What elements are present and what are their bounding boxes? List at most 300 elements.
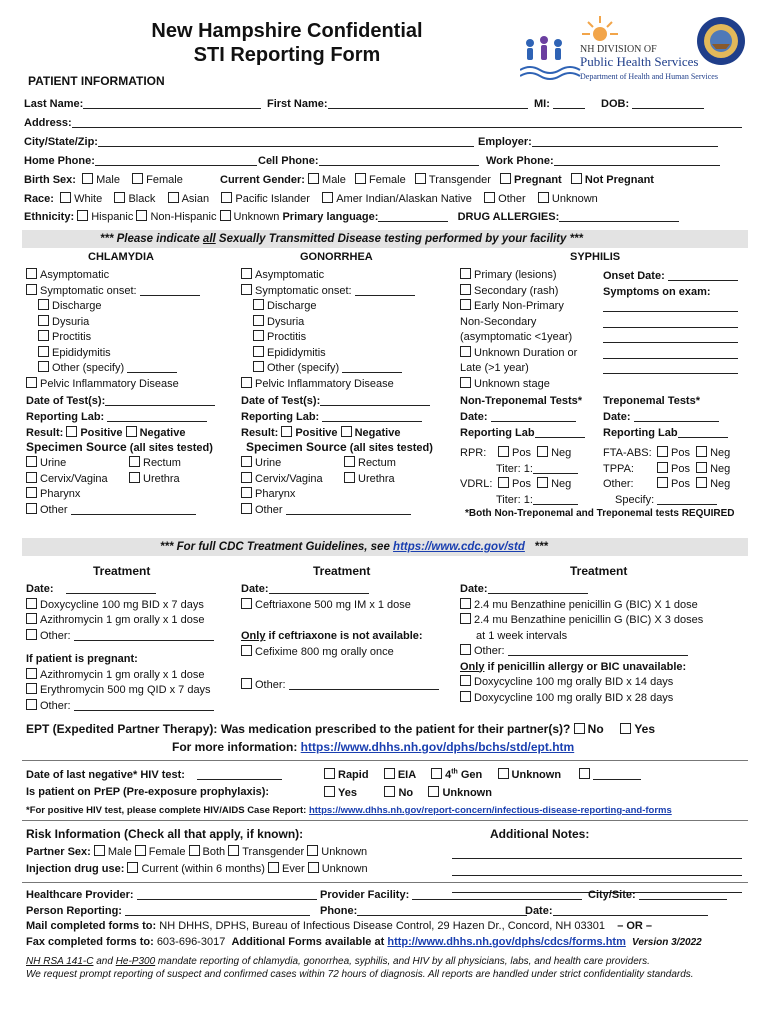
gc-positive-label: Positive — [295, 427, 338, 439]
prep-label: Is patient on PrEP (Pre-exposure prophylaxis): — [26, 786, 270, 798]
ct-result-label: Result: — [26, 427, 64, 439]
trep-other-label: Other: — [603, 478, 634, 490]
syph-tx-other-checkbox[interactable] — [460, 644, 471, 655]
injection-unknown-checkbox[interactable] — [308, 862, 319, 873]
syph-unknown-stage-checkbox[interactable] — [460, 377, 471, 388]
gonorrhea-symptoms — [241, 268, 415, 392]
hiv-4th-sup: th — [451, 768, 458, 776]
tppa-neg-label: Neg — [710, 462, 731, 475]
chlamydia-results — [26, 393, 215, 441]
gc-symptomatic-checkbox[interactable] — [241, 284, 252, 295]
mail-label: Mail completed forms to: — [26, 920, 157, 932]
ct-discharge-checkbox[interactable] — [38, 299, 49, 310]
fta-label: FTA-ABS: — [603, 447, 652, 459]
treatment-band-end: *** — [534, 541, 548, 553]
divider — [22, 760, 748, 761]
gender-male-label: Male — [322, 174, 346, 186]
injection-unknown-label: Unknown — [321, 863, 368, 875]
employer-label: Employer: — [478, 136, 532, 148]
syph-secondary-checkbox[interactable] — [460, 284, 471, 295]
gc-urine-label: Urine — [255, 457, 282, 469]
gc-tx-date-field[interactable] — [269, 582, 369, 594]
fax-number: 603-696-3017 — [156, 936, 226, 948]
gc-negative-checkbox[interactable] — [341, 426, 352, 437]
divider — [22, 820, 748, 821]
syph-onset-field[interactable] — [668, 269, 738, 281]
injection-ever-label: Ever — [282, 863, 305, 875]
gc-epididymitis-checkbox[interactable] — [253, 346, 264, 357]
provider-field[interactable] — [26, 888, 317, 901]
syph-doxy14-checkbox[interactable] — [460, 675, 471, 686]
drug-allergies-field[interactable] — [559, 210, 679, 222]
vdrl-neg-checkbox[interactable] — [537, 477, 548, 488]
hiv-eia-checkbox[interactable] — [384, 768, 395, 779]
cell-phone-field[interactable] — [258, 154, 479, 167]
ct-negative-checkbox[interactable] — [126, 426, 137, 437]
syph-early-label: Early Non-Primary — [474, 300, 564, 312]
ct-lab-field[interactable] — [107, 410, 207, 422]
gc-urine-checkbox[interactable] — [241, 456, 252, 467]
race-black-checkbox[interactable] — [114, 192, 125, 203]
ept-question-row — [26, 722, 655, 736]
trep-specify-field[interactable] — [657, 493, 717, 505]
syph-unknown-duration-checkbox[interactable] — [460, 346, 471, 357]
gc-pid-checkbox[interactable] — [241, 377, 252, 388]
gc-date-field[interactable] — [320, 394, 430, 406]
injection-label: Injection drug use: — [26, 863, 125, 875]
gc-pharynx-checkbox[interactable] — [241, 487, 252, 498]
partner-male-checkbox[interactable] — [94, 845, 105, 856]
birth-sex-label: Birth Sex: — [24, 174, 76, 186]
hiv-positive-note — [26, 805, 672, 816]
facility-field[interactable] — [320, 888, 582, 901]
fax-row — [26, 936, 702, 948]
prep-unknown-label: Unknown — [442, 787, 492, 799]
mi-field[interactable] — [534, 97, 585, 110]
rpr-pos-checkbox[interactable] — [498, 446, 509, 457]
if-pregnant-label: If patient is pregnant: — [26, 653, 138, 665]
ct-other-checkbox[interactable] — [38, 361, 49, 372]
injection-current-label: Current (within 6 months) — [141, 863, 265, 875]
syph-doxy28-label: Doxycycline 100 mg orally BID x 28 days — [474, 691, 674, 704]
ct-preg-azith-checkbox[interactable] — [26, 668, 37, 679]
work-phone-field[interactable] — [486, 154, 720, 167]
birth-sex-male-label: Male — [96, 174, 120, 186]
hiv-eia-label: EIA — [397, 769, 416, 781]
gc-all-sites-label: (all sites tested) — [346, 442, 433, 454]
phone-label: Phone: — [320, 905, 358, 917]
address-field[interactable] — [24, 116, 742, 129]
hiv-4th-num: 4 — [445, 769, 452, 781]
testing-band-post: Sexually Transmitted Disease testing performed by your facility *** — [215, 233, 583, 245]
pregnant-label: Pregnant — [514, 174, 562, 186]
home-phone-field[interactable] — [24, 154, 257, 167]
partner-female-label: Female — [148, 846, 186, 858]
ct-symptomatic-label: Symptomatic onset: — [40, 284, 137, 297]
vdrl-titer-label: Titer: 1: — [496, 493, 533, 506]
ct-negative-label: Negative — [139, 427, 186, 439]
gc-specimen-heading — [246, 440, 433, 454]
ct-positive-checkbox[interactable] — [66, 426, 77, 437]
ct-tx-other-checkbox[interactable] — [26, 629, 37, 640]
gender-female-checkbox[interactable] — [355, 173, 366, 184]
trep-other-pos-label: Pos — [671, 478, 690, 490]
ct-urine-checkbox[interactable] — [26, 456, 37, 467]
ct-tx-date-label: Date: — [26, 583, 54, 595]
syph-trep — [603, 393, 728, 441]
current-gender-row — [220, 173, 654, 186]
ct-pharynx-checkbox[interactable] — [26, 487, 37, 498]
syph-tx-other-label: Other: — [474, 645, 505, 657]
ct-preg-erythro-checkbox[interactable] — [26, 683, 37, 694]
ct-preg-other-label: Other: — [40, 699, 71, 712]
cell-phone-label: Cell Phone: — [258, 155, 319, 167]
syph-symptoms-label: Symptoms on exam: — [603, 286, 711, 298]
gc-lab-field[interactable] — [322, 410, 422, 422]
ethnicity-label: Ethnicity: — [24, 211, 75, 223]
syph-early-checkbox[interactable] — [460, 299, 471, 310]
ethnicity-hispanic-label: Hispanic — [91, 211, 134, 223]
gc-specimen-label: Specimen Source — [246, 440, 347, 454]
gender-transgender-checkbox[interactable] — [415, 173, 426, 184]
syphilis-onset — [603, 268, 738, 300]
tppa-label: TPPA: — [603, 462, 634, 475]
rpr-titer-field[interactable] — [533, 462, 578, 474]
work-phone-label: Work Phone: — [486, 155, 554, 167]
person-reporting-label: Person Reporting: — [26, 905, 122, 917]
injection-ever-checkbox[interactable] — [268, 862, 279, 873]
gc-negative-label: Negative — [354, 427, 401, 439]
date-field[interactable] — [525, 904, 708, 917]
gender-male-checkbox[interactable] — [308, 173, 319, 184]
syph-nontrep-date-label: Date: — [460, 411, 488, 423]
first-name-label: First Name: — [267, 98, 328, 110]
ct-other-label: Other (specify) — [52, 362, 125, 374]
ept-yes-checkbox[interactable] — [620, 723, 631, 734]
dob-label: DOB: — [601, 98, 630, 110]
hiv-last-negative-field[interactable] — [197, 768, 282, 780]
primary-language-label: Primary language: — [282, 211, 379, 223]
hiv-other-checkbox[interactable] — [579, 768, 590, 779]
race-amer-indian-checkbox[interactable] — [322, 192, 333, 203]
rpr-titer-label: Titer: 1: — [496, 462, 533, 475]
partner-unknown-checkbox[interactable] — [307, 845, 318, 856]
gonorrhea-results — [241, 393, 430, 441]
ct-discharge-label: Discharge — [52, 300, 102, 312]
gc-if-ceftriaxone-label: if ceftriaxone is not available: — [265, 630, 423, 642]
ct-date-field[interactable] — [105, 394, 215, 406]
birth-sex-male-checkbox[interactable] — [82, 173, 93, 184]
prep-no-checkbox[interactable] — [384, 786, 395, 797]
syph-benz3-checkbox[interactable] — [460, 613, 471, 624]
gc-rectum-checkbox[interactable] — [344, 456, 355, 467]
sun-icon — [582, 16, 618, 41]
ct-epididymitis-checkbox[interactable] — [38, 346, 49, 357]
ct-pid-label: Pelvic Inflammatory Disease — [40, 377, 179, 390]
vdrl-pos-checkbox[interactable] — [498, 477, 509, 488]
syph-trep-date-field[interactable] — [634, 410, 719, 422]
ct-proctitis-checkbox[interactable] — [38, 330, 49, 341]
syph-if-pcn-label: if penicillin allergy or BIC unavailable: — [484, 660, 687, 673]
gc-treatment — [241, 582, 439, 694]
mail-address: NH DHHS, DPHS, Bureau of Infectious Disease Control, 29 Hazen Dr., Concord, NH 03301 — [159, 920, 605, 932]
gc-rectum-label: Rectum — [358, 457, 396, 469]
race-asian-checkbox[interactable] — [168, 192, 179, 203]
ethnicity-unknown-checkbox[interactable] — [220, 210, 231, 221]
syph-interval-label: at 1 week intervals — [476, 629, 568, 642]
ct-lab-label: Reporting Lab: — [26, 411, 105, 423]
ct-specimen-other-checkbox[interactable] — [26, 503, 37, 514]
race-amer-indian-label: Amer Indian/Alaskan Native — [336, 193, 472, 205]
syph-trep-date-label: Date: — [603, 411, 631, 423]
fta-neg-label: Neg — [710, 447, 731, 459]
ct-positive-label: Positive — [80, 427, 123, 439]
rpr-neg-label: Neg — [551, 447, 572, 459]
gc-urethra-checkbox[interactable] — [344, 472, 355, 483]
syph-only-label: Only — [460, 660, 485, 673]
city-state-zip-field[interactable] — [24, 135, 474, 148]
syphilis-symptom-lines[interactable] — [603, 300, 738, 378]
city-site-field[interactable] — [588, 888, 727, 901]
gc-cefixime-label: Cefixime 800 mg orally once — [255, 645, 394, 658]
testing-band-all: all — [202, 233, 216, 245]
syph-nontrep-heading: Non-Treponemal Tests* — [460, 395, 583, 407]
syph-tx-date-field[interactable] — [488, 582, 588, 594]
syph-primary-checkbox[interactable] — [460, 268, 471, 279]
syph-doxy28-checkbox[interactable] — [460, 691, 471, 702]
syph-trep-lab-field[interactable] — [678, 426, 728, 438]
partner-both-checkbox[interactable] — [189, 845, 200, 856]
gc-cervix-checkbox[interactable] — [241, 472, 252, 483]
race-unknown-checkbox[interactable] — [538, 192, 549, 203]
gc-ceftriaxone-checkbox[interactable] — [241, 598, 252, 609]
first-name-field[interactable] — [267, 97, 528, 110]
syph-nontrep — [460, 393, 585, 441]
rpr-neg-checkbox[interactable] — [537, 446, 548, 457]
hiv-case-report-link[interactable]: https://www.dhhs.nh.gov/report-concern/infectious-disease-reporting-and-forms — [308, 805, 672, 816]
ct-treatment — [26, 582, 214, 714]
form-title-line2: STI Reporting Form — [193, 44, 381, 66]
partner-transgender-checkbox[interactable] — [228, 845, 239, 856]
hiv-positive-note-label: *For positive HIV test, please complete HIV/AIDS Case Report: — [26, 805, 309, 816]
forms-link[interactable]: http://www.dhhs.nh.gov/dphs/cdcs/forms.htm — [387, 936, 626, 948]
ct-doxy-checkbox[interactable] — [26, 598, 37, 609]
hiv-test-types — [324, 768, 641, 781]
vdrl-label: VDRL: — [460, 478, 493, 490]
rsa-and: and — [93, 956, 116, 967]
ethnicity-hispanic-checkbox[interactable] — [77, 210, 88, 221]
current-gender-label: Current Gender: — [220, 174, 305, 186]
race-black-label: Black — [128, 193, 156, 205]
mi-label: MI: — [534, 98, 550, 110]
mail-row — [26, 920, 652, 932]
rsa-141c: NH RSA 141-C — [26, 956, 94, 967]
race-other-label: Other — [498, 193, 526, 205]
person-reporting-field[interactable] — [26, 904, 310, 917]
trep-other-neg-checkbox[interactable] — [696, 477, 707, 488]
syph-trep-heading: Treponemal Tests* — [603, 395, 700, 407]
ct-symptomatic-checkbox[interactable] — [26, 284, 37, 295]
gc-tx-other-label: Other: — [255, 679, 286, 691]
trep-specify-label: Specify: — [615, 493, 655, 506]
race-other-checkbox[interactable] — [484, 192, 495, 203]
ept-no-checkbox[interactable] — [574, 723, 585, 734]
ct-rectum-checkbox[interactable] — [129, 456, 140, 467]
ethnicity-non-hispanic-label: Non-Hispanic — [150, 211, 217, 223]
fta-neg-checkbox[interactable] — [696, 446, 707, 457]
tppa-pos-checkbox[interactable] — [657, 462, 668, 473]
ct-cervix-checkbox[interactable] — [26, 472, 37, 483]
hiv-rapid-checkbox[interactable] — [324, 768, 335, 779]
gc-pharynx-label: Pharynx — [255, 488, 296, 500]
syph-benz1-checkbox[interactable] — [460, 598, 471, 609]
ct-cervix-label: Cervix/Vagina — [40, 472, 108, 485]
syph-treatment-heading: Treatment — [570, 564, 628, 578]
ct-preg-other-checkbox[interactable] — [26, 699, 37, 710]
ct-proctitis-label: Proctitis — [52, 331, 92, 343]
syph-nontrep-date-field[interactable] — [491, 410, 576, 422]
city-label: City/State/Zip: — [24, 136, 98, 148]
gc-urethra-label: Urethra — [358, 472, 395, 485]
testing-band-pre: *** Please indicate — [100, 233, 203, 245]
gc-proctitis-checkbox[interactable] — [253, 330, 264, 341]
ct-urethra-checkbox[interactable] — [129, 472, 140, 483]
syph-nontrep-lab-label: Reporting Lab — [460, 427, 535, 439]
partner-male-label: Male — [107, 846, 132, 858]
syph-benz3-label: 2.4 mu Benzathine penicillin G (BIC) X 3 doses — [474, 614, 704, 626]
gc-positive-checkbox[interactable] — [281, 426, 292, 437]
gc-tx-other-checkbox[interactable] — [241, 678, 252, 689]
ct-rectum-label: Rectum — [143, 457, 181, 469]
testing-band-text — [100, 233, 583, 245]
logo-line3: Department of Health and Human Services — [580, 72, 718, 81]
ept-link[interactable]: https://www.dhhs.nh.gov/dphs/bchs/std/ept.htm — [300, 740, 575, 754]
gc-other-label: Other (specify) — [267, 362, 340, 374]
primary-language-field[interactable] — [378, 210, 448, 222]
gc-specimen-other-checkbox[interactable] — [241, 503, 252, 514]
partner-female-checkbox[interactable] — [135, 845, 146, 856]
race-row — [24, 192, 598, 205]
partner-sex-label: Partner Sex: — [26, 846, 91, 858]
ept-yes-label: Yes — [634, 722, 656, 736]
logo-line2: Public Health Services — [580, 54, 699, 69]
partner-sex-row — [26, 845, 367, 858]
prep-row — [26, 786, 269, 798]
syph-benz1-label: 2.4 mu Benzathine penicillin G (BIC) X 1 dose — [474, 598, 698, 611]
gc-asymptomatic-checkbox[interactable] — [241, 268, 252, 279]
tppa-pos-label: Pos — [671, 462, 690, 475]
vdrl-titer-field[interactable] — [533, 493, 578, 505]
cdc-guidelines-link[interactable]: https://www.cdc.gov/std — [393, 541, 525, 553]
ct-pid-checkbox[interactable] — [26, 377, 37, 388]
pregnant-checkbox[interactable] — [500, 173, 511, 184]
gc-date-label: Date of Test(s): — [241, 395, 321, 407]
tppa-neg-checkbox[interactable] — [696, 462, 707, 473]
rsa-text: mandate reporting of chlamydia, gonorrhea, syphilis, and HIV by all physicians, labs, and health care providers. — [155, 956, 650, 967]
rpr-pos-label: Pos — [512, 447, 531, 459]
ethnicity-unknown-label: Unknown — [233, 211, 280, 223]
ethnicity-non-hispanic-checkbox[interactable] — [136, 210, 147, 221]
not-pregnant-checkbox[interactable] — [571, 173, 582, 184]
gc-other-checkbox[interactable] — [253, 361, 264, 372]
hiv-unknown-checkbox[interactable] — [498, 768, 509, 779]
ct-specimen-right — [129, 456, 181, 487]
race-unknown-label: Unknown — [551, 193, 598, 205]
prompt-note: We request prompt reporting of suspect and confirmed cases within 72 hours of diagnosis. All reports are handled under strict confidentiality standards. — [26, 969, 694, 980]
ct-azith-checkbox[interactable] — [26, 613, 37, 624]
gc-cervix-label: Cervix/Vagina — [255, 472, 323, 485]
syph-nontrep-lab-field[interactable] — [535, 426, 585, 438]
syph-late-label: Late (>1 year) — [460, 362, 529, 374]
prep-yes-checkbox[interactable] — [324, 786, 335, 797]
ct-specimen-heading — [26, 440, 213, 454]
syph-trep-tests — [603, 446, 730, 508]
ept-more-info — [172, 740, 574, 754]
ct-dysuria-checkbox[interactable] — [38, 315, 49, 326]
fta-pos-checkbox[interactable] — [657, 446, 668, 457]
birth-sex-female-checkbox[interactable] — [132, 173, 143, 184]
employer-field[interactable] — [478, 135, 718, 148]
phone-field[interactable] — [320, 904, 527, 917]
syph-unknown-duration-label: Unknown Duration or — [474, 346, 578, 359]
ct-treatment-heading: Treatment — [93, 564, 151, 578]
race-pacific-checkbox[interactable] — [221, 192, 232, 203]
gc-only-label: Only — [241, 630, 266, 642]
gc-pid-label: Pelvic Inflammatory Disease — [255, 377, 394, 390]
hiv-rapid-label: Rapid — [338, 769, 369, 781]
syphilis-stages — [460, 268, 577, 392]
injection-current-checkbox[interactable] — [127, 862, 138, 873]
gonorrhea-heading: GONORRHEA — [300, 251, 373, 263]
dob-field[interactable] — [601, 97, 704, 110]
risk-title: Risk Information (Check all that apply, if known): — [26, 827, 304, 841]
syph-tx-date-label: Date: — [460, 583, 488, 595]
gender-female-label: Female — [369, 174, 406, 186]
hiv-4th-gen-label: Gen — [460, 769, 483, 781]
ct-tx-other-label: Other: — [40, 629, 71, 642]
hiv-other-field[interactable] — [593, 768, 641, 780]
ct-pharynx-label: Pharynx — [40, 488, 81, 500]
ct-epididymitis-label: Epididymitis — [52, 346, 111, 359]
prep-options — [324, 786, 492, 799]
logo-line1: NH DIVISION OF — [580, 44, 657, 55]
ct-asymptomatic-checkbox[interactable] — [26, 268, 37, 279]
race-white-checkbox[interactable] — [60, 192, 71, 203]
state-seal-icon — [696, 16, 746, 66]
prep-unknown-checkbox[interactable] — [428, 786, 439, 797]
address-label: Address: — [24, 117, 72, 129]
hiv-4th-gen-checkbox[interactable] — [431, 768, 442, 779]
people-icon — [526, 36, 562, 60]
ct-urine-label: Urine — [40, 457, 67, 469]
ct-date-label: Date of Test(s): — [26, 395, 106, 407]
trep-other-pos-checkbox[interactable] — [657, 477, 668, 488]
ct-specimen-other-label: Other — [40, 503, 68, 516]
ct-specimen-label: Specimen Source — [26, 440, 127, 454]
gc-cefixime-checkbox[interactable] — [241, 645, 252, 656]
or-label: – OR – — [617, 920, 653, 932]
gc-dysuria-checkbox[interactable] — [253, 315, 264, 326]
ct-tx-date-field[interactable] — [66, 582, 156, 594]
trep-other-neg-label: Neg — [710, 478, 731, 490]
partner-transgender-label: Transgender — [242, 846, 305, 858]
partner-both-label: Both — [202, 846, 226, 858]
race-white-label: White — [74, 193, 103, 205]
gc-lab-label: Reporting Lab: — [241, 411, 320, 423]
form-title-line1: New Hampshire Confidential — [151, 20, 423, 42]
gc-discharge-checkbox[interactable] — [253, 299, 264, 310]
last-name-field[interactable] — [24, 97, 261, 110]
